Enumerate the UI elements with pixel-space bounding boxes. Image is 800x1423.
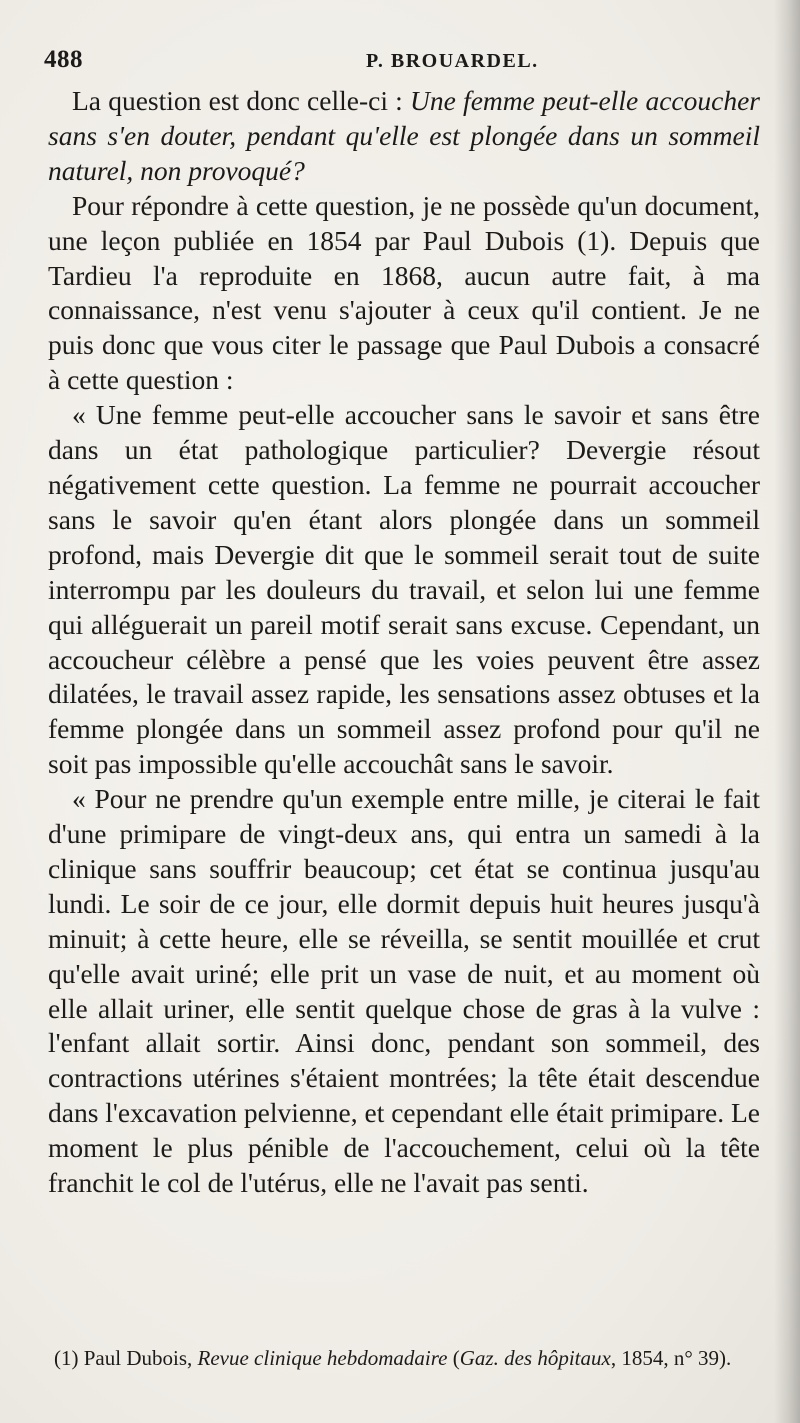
question-intro: La question est donc celle-ci : <box>72 85 411 116</box>
page-header <box>44 46 764 76</box>
footnote-author: (1) Paul Dubois, <box>54 1346 198 1370</box>
question-italic: Une femme peut-elle accoucher sans s'en douter, pendant qu'elle est plongée dans un sommeil naturel, non provoqué? <box>48 85 760 186</box>
footnote-tail: , 1854, n° 39). <box>610 1346 732 1370</box>
paragraph-quote-example: « Pour ne prendre qu'un exemple entre mille, je citerai le fait d'une primipare de vingt-deux ans, qui entra un samedi à la clinique sans souffrir beaucoup; cet état se continua jusqu'au lundi. Le soir de ce jour, elle dormit depuis huit heures jusqu'à minuit; à cette heure, elle se réveilla, se sentit mouillée et crut qu'elle avait uriné; elle prit un vase de nuit, et au moment où elle allait uriner, elle sentit quelque chose de gras à la vulve : l'enfant allait sortir. Ainsi donc, pendant son sommeil, des contractions utérines s'étaient montrées; la tête était descendue dans l'excavation pelvienne, et cependant elle était primipare. Le moment le plus pénible de l'accouchement, celui où la tête franchit le col de l'utérus, elle ne l'avait pas senti. <box>48 783 760 1199</box>
paragraph-document: Pour répondre à cette question, je ne possède qu'un document, une leçon publiée en 1854 par Paul Dubois (1). Depuis que Tardieu l'a reproduite en 1868, aucun autre fait, à ma connaissance, n'est venu s'ajouter à ceux qu'il contient. Je ne puis donc que vous citer le passage que Paul Dubois a consacré à cette question : <box>48 189 760 396</box>
running-head: P. BROUARDEL. <box>366 50 539 72</box>
page-number: 488 <box>44 46 83 73</box>
paragraph-question <box>48 84 760 189</box>
page-gutter-shadow <box>774 0 800 1423</box>
paragraph-quote-devergie: « Une femme peut-elle accoucher sans le savoir et sans être dans un état pathologique particulier? Devergie résout négativement cette question. La femme ne pourrait accoucher sans le savoir qu'en étant alors plongée dans un sommeil profond, mais Devergie dit que le sommeil serait tout de suite interrompu par les douleurs du travail, et selon lui une femme qui alléguerait un pareil motif serait sans excuse. Cependant, un accoucheur célèbre a pensé que les voies peuvent être assez dilatées, le travail assez rapide, les sensations assez obtuses et la femme plongée dans un sommeil assez profond pour qu'il ne soit pas impossible qu'elle accouchât sans le savoir. <box>48 399 760 780</box>
body-text <box>48 84 760 1201</box>
footnote-journal: Revue clinique hebdomadaire <box>197 1346 448 1370</box>
footnote <box>54 1346 760 1370</box>
footnote-paren: ( <box>447 1346 460 1370</box>
footnote-gazette: Gaz. des hôpitaux <box>459 1346 611 1370</box>
